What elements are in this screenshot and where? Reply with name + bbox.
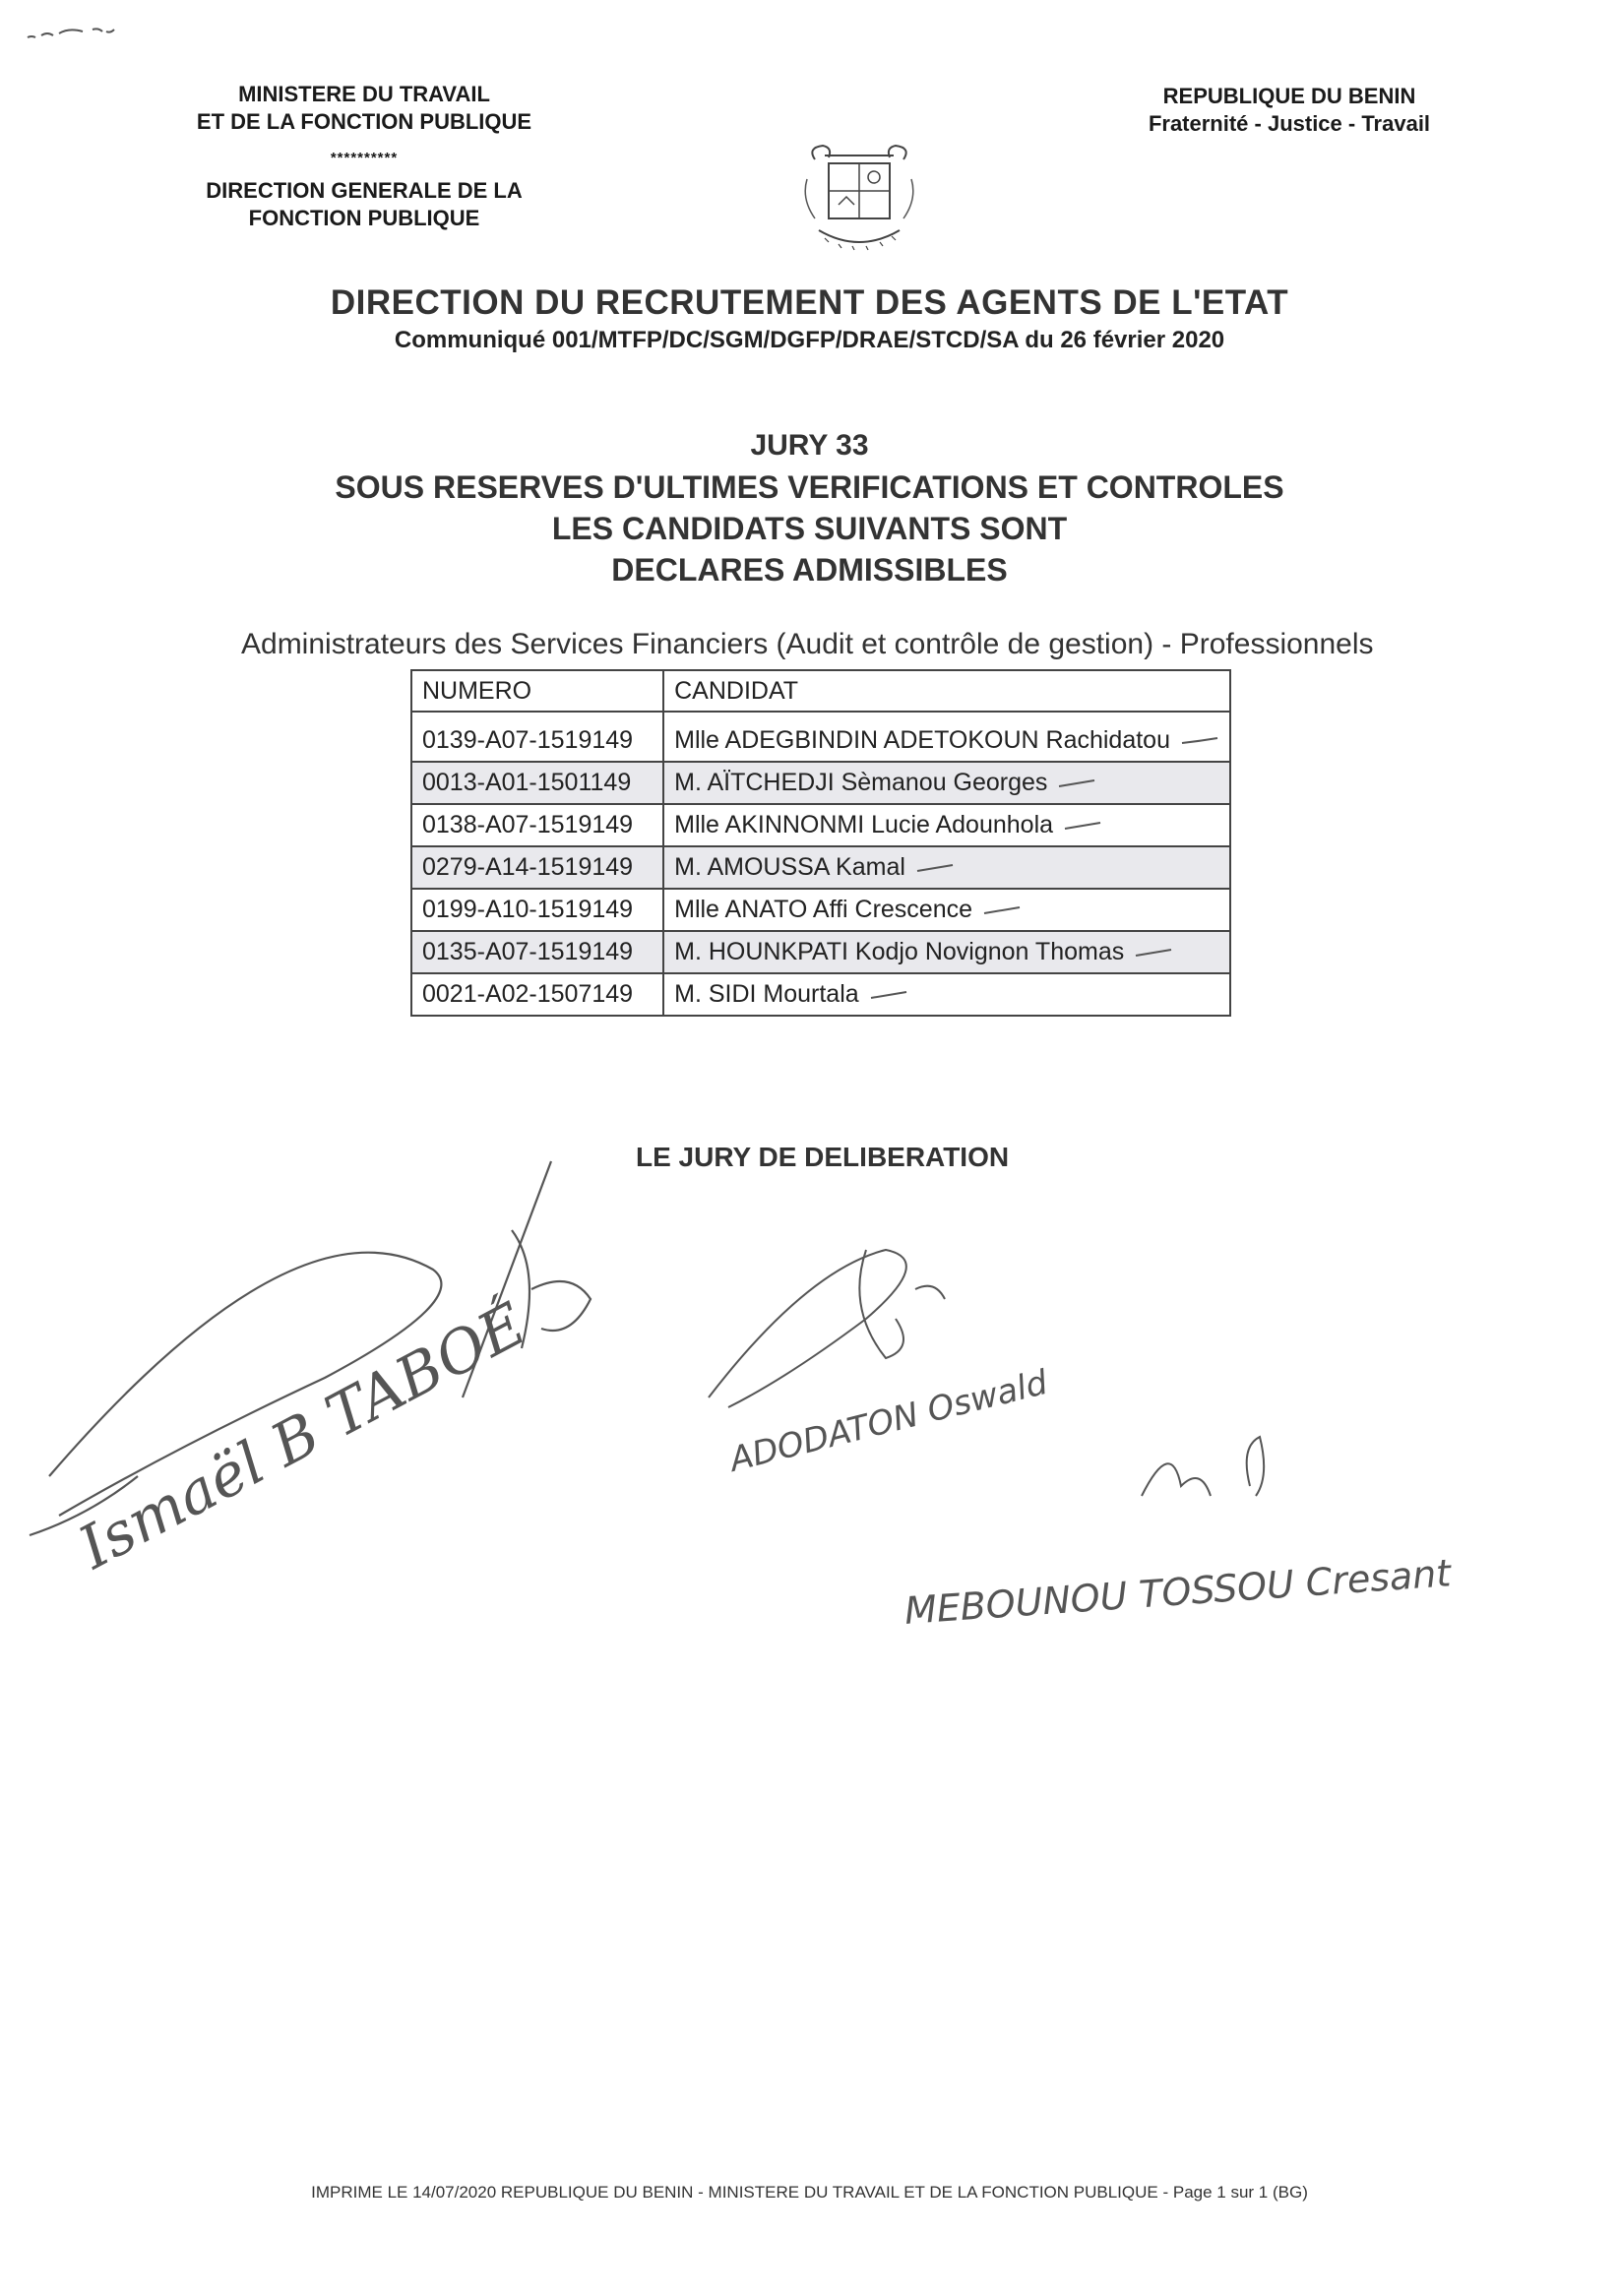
candidate-name: M. HOUNKPATI Kodjo Novignon Thomas (674, 938, 1125, 965)
candidate-name: Mlle ANATO Affi Crescence (674, 896, 973, 923)
header-right (1112, 83, 1466, 138)
handwritten-tick-icon (982, 905, 1022, 915)
table-row (411, 762, 1230, 804)
candidate-name: Mlle ADEGBINDIN ADETOKOUN Rachidatou (674, 726, 1170, 754)
country-motto: Fraternité - Justice - Travail (1148, 111, 1431, 136)
table-row (411, 931, 1230, 973)
candidates-table (410, 669, 1231, 1017)
cell-numero: 0279-A14-1519149 (411, 846, 663, 889)
jury-block (0, 425, 1619, 590)
jury-line3: DECLARES ADMISSIBLES (611, 552, 1008, 588)
cell-numero: 0199-A10-1519149 (411, 889, 663, 931)
communique-reference: Communiqué 001/MTFP/DC/SGM/DGFP/DRAE/STCD/SA du 26 février 2020 (394, 327, 1225, 353)
direction-generale-line2: FONCTION PUBLIQUE (248, 206, 480, 230)
cell-candidat (663, 712, 1230, 762)
page-footer: IMPRIME LE 14/07/2020 REPUBLIQUE DU BENIN - MINISTERE DU TRAVAIL ET DE LA FONCTION PUBLIQUE - Page 1 sur 1 (BG) (311, 2183, 1308, 2202)
cell-candidat (663, 973, 1230, 1016)
table-row (411, 804, 1230, 846)
column-header-candidat: CANDIDAT (663, 670, 1230, 712)
signature-3-icon (903, 1437, 1455, 1633)
signature-1-icon (30, 1161, 591, 1583)
table-row (411, 712, 1230, 762)
handwritten-tick-icon (1057, 778, 1096, 788)
header-left (157, 81, 571, 232)
signature-3-name: MEBOUNOU TOSSOU Cresant (903, 1551, 1453, 1633)
ministry-line2: ET DE LA FONCTION PUBLIQUE (196, 109, 532, 134)
jury-line2: LES CANDIDATS SUIVANTS SONT (551, 511, 1068, 546)
candidate-name: M. SIDI Mourtala (674, 980, 859, 1008)
cell-candidat (663, 889, 1230, 931)
cell-numero: 0139-A07-1519149 (411, 712, 663, 762)
jury-line1: SOUS RESERVES D'ULTIMES VERIFICATIONS ET CONTROLES (335, 469, 1284, 505)
cell-candidat (663, 931, 1230, 973)
cell-numero: 0021-A02-1507149 (411, 973, 663, 1016)
scan-mark-icon (24, 22, 132, 51)
signature-2-name: ADODATON Oswald (725, 1362, 1052, 1480)
cell-candidat (663, 846, 1230, 889)
cell-candidat (663, 762, 1230, 804)
cell-numero: 0138-A07-1519149 (411, 804, 663, 846)
cell-numero: 0013-A01-1501149 (411, 762, 663, 804)
country-name: REPUBLIQUE DU BENIN (1162, 84, 1416, 108)
handwritten-tick-icon (1063, 821, 1102, 831)
table-row (411, 889, 1230, 931)
handwritten-tick-icon (915, 863, 955, 873)
cell-candidat (663, 804, 1230, 846)
ministry-line1: MINISTERE DU TRAVAIL (238, 82, 490, 106)
handwritten-tick-icon (1134, 948, 1173, 958)
handwritten-tick-icon (1180, 736, 1219, 746)
candidate-name: M. AÏTCHEDJI Sèmanou Georges (674, 769, 1048, 796)
column-header-numero: NUMERO (411, 670, 663, 712)
handwritten-tick-icon (869, 990, 908, 1000)
table-row (411, 973, 1230, 1016)
jury-number: JURY 33 (750, 429, 869, 462)
signature-1-name: Ismaël B TABOÉ (68, 1289, 537, 1583)
coat-of-arms-seal-icon (795, 140, 923, 258)
jury-deliberation-label: LE JURY DE DELIBERATION (636, 1142, 1010, 1172)
direction-title: DIRECTION DU RECRUTEMENT DES AGENTS DE L'ETAT (330, 283, 1289, 322)
signature-2-icon (709, 1250, 1052, 1480)
table-header-row (411, 670, 1230, 712)
signatures-area (0, 1122, 1619, 1634)
table-row (411, 846, 1230, 889)
candidate-name: Mlle AKINNONMI Lucie Adounhola (674, 811, 1054, 838)
direction-generale-line1: DIRECTION GENERALE DE LA (206, 178, 523, 203)
exam-subtitle: Administrateurs des Services Financiers (Audit et contrôle de gestion) - Professionnels (241, 628, 1374, 660)
cell-numero: 0135-A07-1519149 (411, 931, 663, 973)
candidate-name: M. AMOUSSA Kamal (674, 853, 905, 881)
header-separator: ********** (330, 150, 399, 166)
